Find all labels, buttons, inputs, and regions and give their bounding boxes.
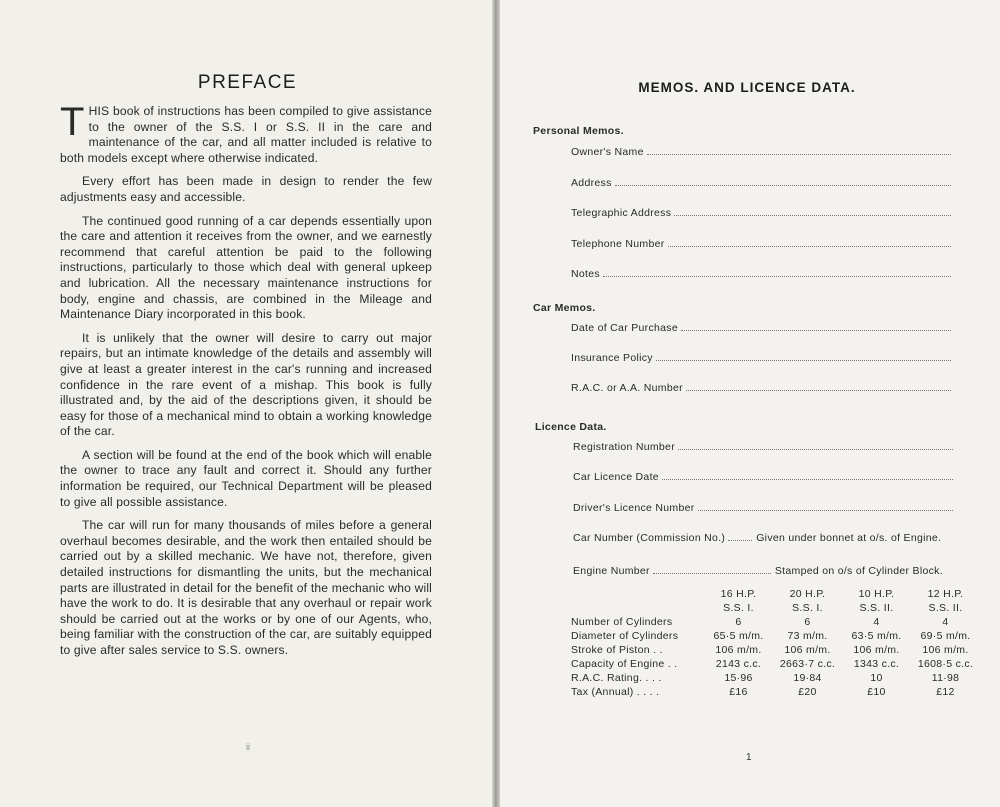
spec-row xyxy=(571,629,980,643)
preface-paragraph-6: The car will run for many thousands of miles before a general overhaul becomes desirable, and the work then entailed should be carried out by a skilled mechanic. We have not, therefore, given detailed instructions for dismantling the units, but the mechanical parts are illustrated in detail for the benefit of the mechanic who will have the work to do. It is desirable that any overhaul or repair work should be carried out at the works or by one of our Agents, who, being familiar with the construction of the car, are suitably equipped to give after sales service to S.S. owners. xyxy=(60,518,432,657)
car-licence-date-field[interactable]: Car Licence Date xyxy=(573,471,953,483)
insurance-policy-line xyxy=(656,360,951,361)
memos-title: MEMOS. AND LICENCE DATA. xyxy=(638,80,856,95)
spec-cell: 4 xyxy=(873,616,880,628)
spec-cell: £12 xyxy=(936,686,955,698)
licence-data-heading: Licence Data. xyxy=(535,421,607,433)
book-gutter xyxy=(492,0,500,807)
notes-field[interactable]: Notes xyxy=(571,268,951,280)
preface-paragraph-2: Every effort has been made in design to render the few adjustments easy and accessible. xyxy=(60,174,432,204)
telegraphic-address-line xyxy=(674,215,951,216)
preface-paragraph-4: It is unlikely that the owner will desire to carry out major repairs, but an intimate knowledge of the details and assembly will give at least a greater interest in the car's running and increased confidence in the rare event of a mishap. This book is fully illustrated and, by the aid of the descriptions given, it should be easy for those of a mechanical mind to obtain a working knowledge of the car. xyxy=(60,330,432,439)
car-number-note: Given under bonnet at o/s. of Engine. xyxy=(756,532,942,544)
spec-row-label: R.A.C. Rating. . . . xyxy=(571,672,662,684)
spec-col-2: 20 H.P. S.S. I. xyxy=(789,588,826,614)
preface-title: PREFACE xyxy=(197,72,298,93)
address-field[interactable]: Address xyxy=(571,177,951,189)
spec-cell: 65·5 m/m. xyxy=(713,630,764,642)
spec-cell: 6 xyxy=(735,616,742,628)
registration-number-field[interactable]: Registration Number xyxy=(573,441,953,453)
preface-paragraph-3: The continued good running of a car depends essentially upon the care and attention it receives from the owner, and we earnestly recommend that careful attention be paid to the following instructions, particularly to those which deal with general upkeep and lubrication. All the necessary maintenance instructions for body, engine and chassis, are combined in the Mileage and Maintenance Diary incorporated in this book. xyxy=(60,213,432,322)
spec-row-label: Diameter of Cylinders xyxy=(571,630,679,642)
drivers-licence-number-line xyxy=(698,510,953,511)
registration-number-line xyxy=(678,449,953,450)
spec-cell: £16 xyxy=(729,686,748,698)
telegraphic-address-field[interactable]: Telegraphic Address xyxy=(571,207,951,219)
spec-cell: 106 m/m. xyxy=(922,644,969,656)
spec-col-3: 10 H.P. S.S. II. xyxy=(858,588,895,614)
telephone-number-field[interactable]: Telephone Number xyxy=(571,238,951,250)
spec-cell: £10 xyxy=(867,686,886,698)
address-line xyxy=(615,185,951,186)
spec-row xyxy=(571,685,980,699)
spec-col-4: 12 H.P. S.S. II. xyxy=(927,588,964,614)
spec-cell: 1608·5 c.c. xyxy=(917,658,974,670)
spec-cell: 2143 c.c. xyxy=(715,658,762,670)
spec-row xyxy=(571,615,980,629)
spec-row-label: Number of Cylinders xyxy=(571,616,673,628)
car-number-line xyxy=(728,540,752,541)
spec-cell: 106 m/m. xyxy=(784,644,831,656)
spec-cell: 10 xyxy=(870,672,883,684)
spec-row xyxy=(571,671,980,685)
owners-name-line xyxy=(647,154,951,155)
preface-body xyxy=(60,100,432,667)
spec-cell: 63·5 m/m. xyxy=(851,630,902,642)
notes-line xyxy=(603,276,951,277)
spec-row-label: Tax (Annual) . . . . xyxy=(571,686,660,698)
engine-number-note: Stamped on o/s of Cylinder Block. xyxy=(774,565,943,577)
personal-memos-heading: Personal Memos. xyxy=(533,125,624,137)
engine-number-line xyxy=(653,573,771,574)
page-number-right: 1 xyxy=(746,752,752,763)
drop-cap: T xyxy=(60,100,85,144)
spec-cell: 11·98 xyxy=(931,672,960,684)
car-licence-date-line xyxy=(662,479,953,480)
car-memos-heading: Car Memos. xyxy=(533,302,596,314)
spec-cell: 106 m/m. xyxy=(853,644,900,656)
spec-cell: 73 m/m. xyxy=(787,630,828,642)
spec-row xyxy=(571,657,980,671)
spec-cell: 2663·7 c.c. xyxy=(779,658,836,670)
insurance-policy-field[interactable]: Insurance Policy xyxy=(571,352,951,364)
drivers-licence-number-field[interactable]: Driver's Licence Number xyxy=(573,502,953,514)
spec-col-1: 16 H.P. S.S. I. xyxy=(720,588,757,614)
spec-cell: 1343 c.c. xyxy=(853,658,900,670)
spec-cell: £20 xyxy=(798,686,817,698)
rac-aa-number-line xyxy=(686,390,951,391)
spec-cell: 106 m/m. xyxy=(715,644,762,656)
spec-cell: 69·5 m/m. xyxy=(920,630,971,642)
page-number-left: ii xyxy=(246,742,250,752)
date-of-purchase-field[interactable]: Date of Car Purchase xyxy=(571,322,951,334)
spec-row-label: Stroke of Piston . . xyxy=(571,644,663,656)
preface-paragraph-5: A section will be found at the end of the book which will enable the owner to trace any fault and correct it. Should any further information be required, our Technical Department will be pleased to give all possible assistance. xyxy=(60,447,432,509)
rac-aa-number-field[interactable]: R.A.C. or A.A. Number xyxy=(571,382,951,394)
preface-paragraph-1: THIS book of instructions has been compiled to give assistance to the owner of the S.S. I or S.S. II in the care and maintenance of the car, and all matter included is relative to both models except where otherwise indicated. xyxy=(60,100,432,165)
spec-row-label: Capacity of Engine . . xyxy=(571,658,678,670)
spec-row xyxy=(571,643,980,657)
spec-cell: 6 xyxy=(804,616,811,628)
spec-cell: 15·96 xyxy=(724,672,753,684)
date-of-purchase-line xyxy=(681,330,951,331)
spec-cell: 19·84 xyxy=(793,672,822,684)
spec-table xyxy=(571,615,980,699)
spec-cell: 4 xyxy=(942,616,949,628)
car-number-field[interactable]: Car Number (Commission No.) Given under bonnet at o/s. of Engine. xyxy=(573,532,942,544)
telephone-number-line xyxy=(668,246,951,247)
engine-number-field[interactable]: Engine Number Stamped on o/s of Cylinder Block. xyxy=(573,565,943,577)
owners-name-field[interactable]: Owner's Name xyxy=(571,146,951,158)
